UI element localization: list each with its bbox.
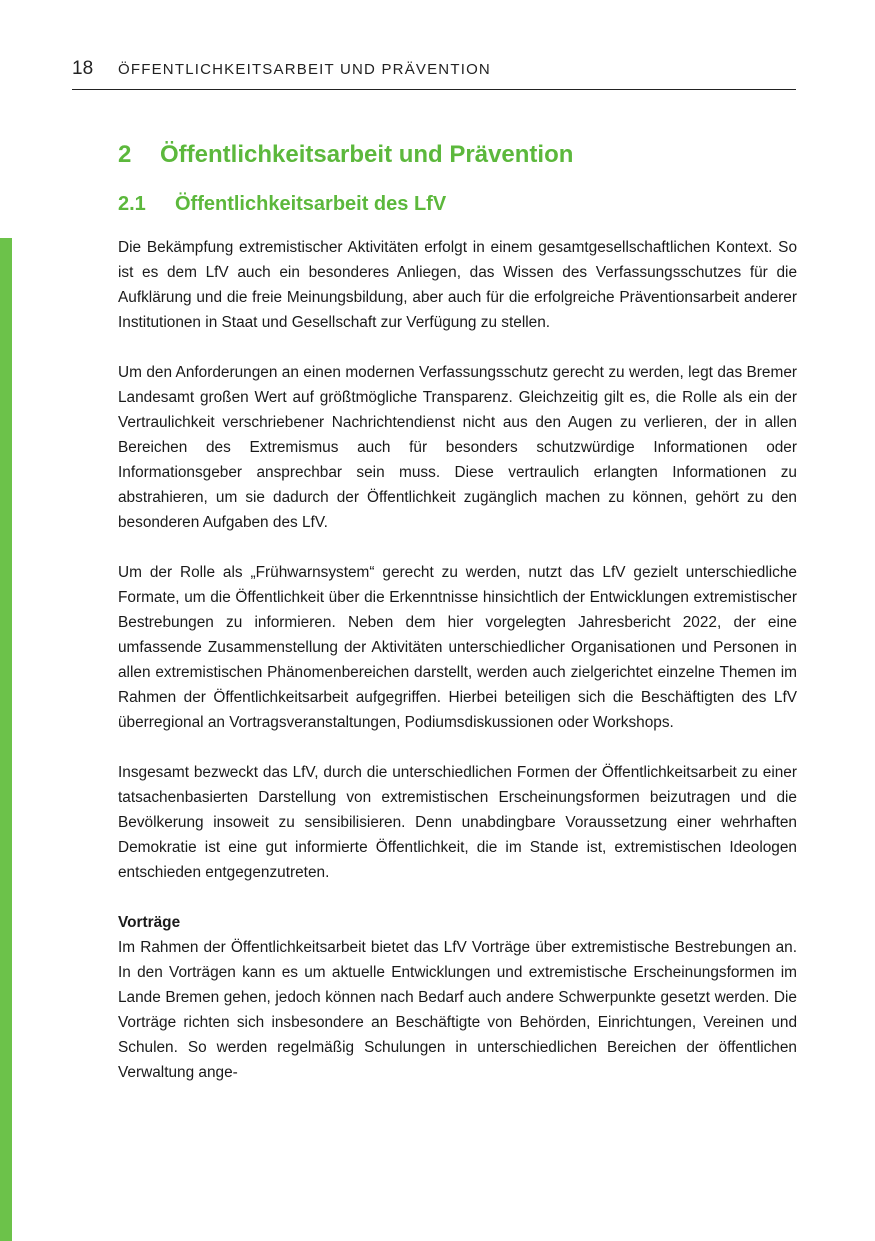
paragraph: Um der Rolle als „Frühwarnsystem“ gerecht zu werden, nutzt das LfV gezielt unterschiedliche Formate, um die Öffentlichkeit über die Erkenntnisse hinsichtlich der Entwicklungen extremistischer Bestrebungen zu informieren. Neben dem hier vorgelegten Jahresbericht 2022, der eine umfassende Zusammenstellung der Aktivitäten unterschiedlicher Organisationen und Personen in allen extremistischen Phänomenbereichen darstellt, werden auch zielgerichtet einzelne Themen im Rahmen der Öffentlichkeitsarbeit aufgegriffen. Hierbei beteiligen sich die Beschäftigten des LfV überregional an Vortragsveranstaltungen, Podiumsdiskussionen oder Workshops. [118,564,797,731]
section-title: Öffentlichkeitsarbeit des LfV [175,193,447,215]
subsection-heading: Vorträge [118,914,181,931]
section-number: 2.1 [118,193,146,215]
chapter-title: Öffentlichkeitsarbeit und Prävention [160,141,574,168]
margin-accent-bar [0,238,12,1241]
paragraph: Insgesamt bezweckt das LfV, durch die unterschiedlichen Formen der Öffentlichkeitsarbeit zu einer tatsachenbasierten Darstellung von extremistischen Erscheinungsformen beizutragen und die Bevölkerung insoweit zu sensibilisieren. Denn unabdingbare Voraussetzung einer wehrhaften Demokratie ist eine gut informierte Öffentlichkeit, die im Stande ist, extremistischen Ideologen entschieden entgegenzutreten. [118,764,797,881]
page-number: 18 [72,58,94,79]
chapter-heading [118,138,797,172]
running-header [72,56,796,90]
paragraph: Um den Anforderungen an einen modernen Verfassungsschutz gerecht zu werden, legt das Bremer Landesamt großen Wert auf größtmögliche Transparenz. Gleichzeitig gilt es, die Rolle als ein der Vertraulichkeit verschriebener Nachrichtendienst nicht aus den Augen zu verlieren, der in allen Bereichen des Extremismus auch für besonders schutzwürdige Informationen oder Informationsgeber ansprechbar sein muss. Diese vertraulich erlangten Informationen zu abstrahieren, um sie dadurch der Öffentlichkeit zugänglich machen zu können, gehört zu den besonderen Aufgaben des LfV. [118,364,797,531]
section-heading [118,189,797,219]
paragraph: Die Bekämpfung extremistischer Aktivitäten erfolgt in einem gesamtgesellschaftlichen Kontext. So ist es dem LfV auch ein besonderes Anliegen, das Wissen des Verfassungsschutzes für die Aufklärung und die freie Meinungsbildung, aber auch für die erfolgreiche Präventionsarbeit anderer Institutionen in Staat und Gesellschaft zur Verfügung zu stellen. [118,239,797,331]
chapter-number: 2 [118,141,132,168]
subsection-paragraph: Im Rahmen der Öffentlichkeitsarbeit bietet das LfV Vorträge über extremistische Bestrebungen an. In den Vorträgen kann es um aktuelle Entwicklungen und extremistische Erscheinungsformen im Lande Bremen gehen, jedoch können nach Bedarf auch andere Schwerpunkte gesetzt werden. Die Vorträge richten sich insbesondere an Beschäftigte von Behörden, Einrichtungen, Vereinen und Schulen. So werden regelmäßig Schulungen in unterschiedlichen Bereichen der öffentlichen Verwaltung ange- [118,939,797,1081]
running-header-title: ÖFFENTLICHKEITSARBEIT UND PRÄVENTION [118,61,491,78]
page-content [118,138,797,1110]
